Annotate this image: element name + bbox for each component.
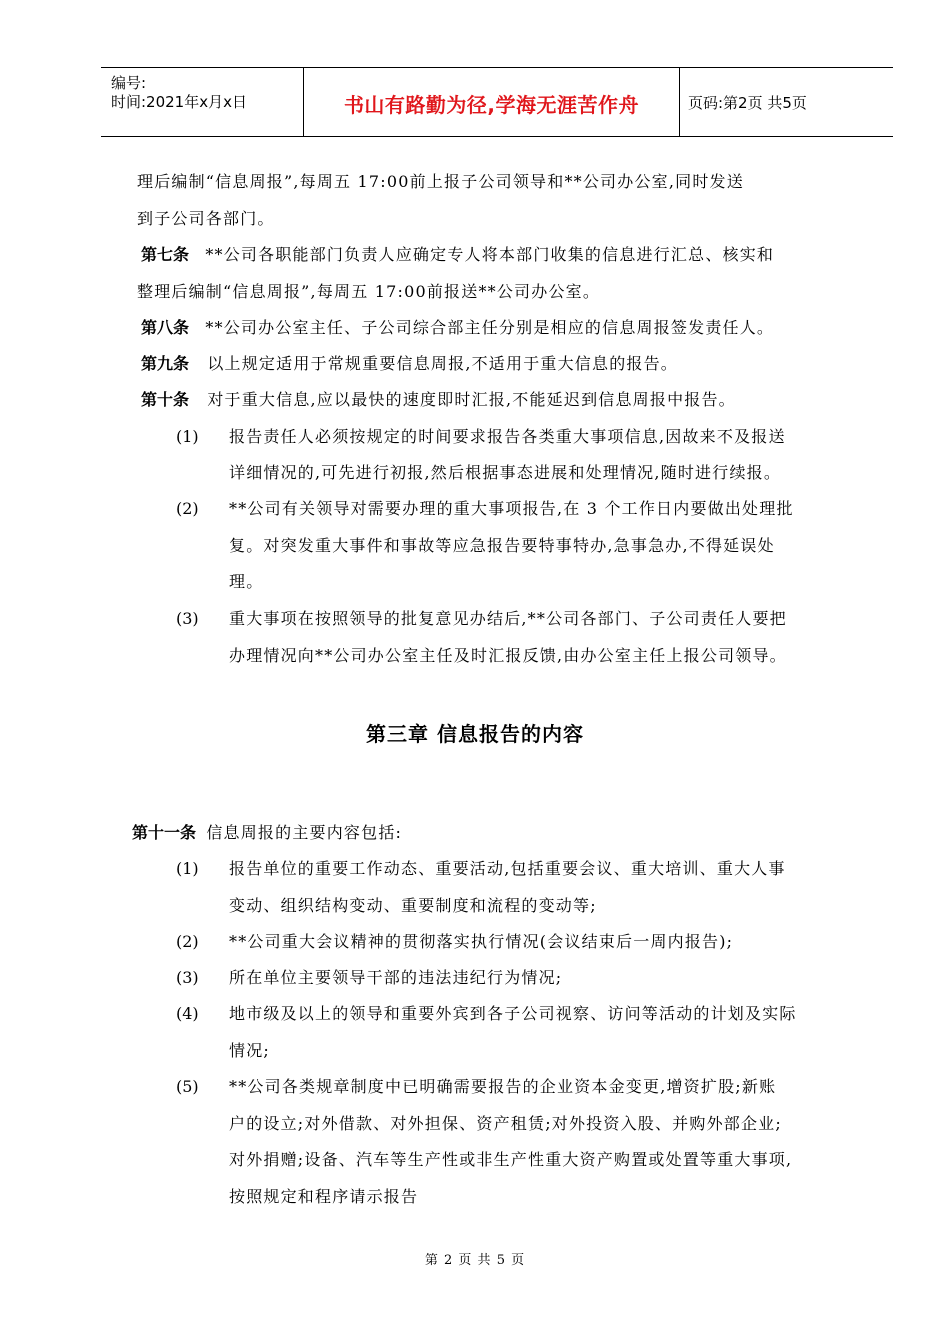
paragraph-line: 整理后编制“信息周报”,每周五 17:00前报送**公司办公室。 [137,282,601,301]
article-10 [141,389,736,411]
article-7 [141,244,774,266]
paragraph-line: 到子公司各部门。 [137,209,275,228]
list-item-number: (2) [176,932,199,951]
header-motto-cell [304,68,680,136]
article-text: 对于重大信息,应以最快的速度即时汇报,不能延迟到信息周报中报告。 [207,390,736,409]
article-title: 第十一条 [132,823,197,842]
page-header [101,67,893,137]
list-item-line: 情况; [229,1041,270,1060]
list-item-number: (5) [176,1077,199,1096]
header-meta-cell [101,68,304,136]
list-item-line: 详细情况的,可先进行初报,然后根据事态进展和处理情况,随时进行续报。 [229,463,782,482]
list-item-line: **公司有关领导对需要办理的重大事项报告,在 3 个工作日内要做出处理批 [229,499,794,518]
list-item-line: 变动、组织结构变动、重要制度和流程的变动等; [229,896,597,915]
list-item-line: 按照规定和程序请示报告 [229,1187,419,1206]
list-item-line: 报告责任人必须按规定的时间要求报告各类重大事项信息,因故来不及报送 [229,427,786,446]
document-code-label: 编号: [111,74,147,92]
list-item-line: 办理情况向**公司办公室主任及时汇报反馈,由办公室主任上报公司领导。 [229,646,787,665]
list-item-number: (3) [176,609,199,628]
list-item-line: **公司重大会议精神的贯彻落实执行情况(会议结束后一周内报告); [229,932,734,951]
article-text: 以上规定适用于常规重要信息周报,不适用于重大信息的报告。 [207,354,678,373]
article-8 [141,317,774,339]
list-item-line: 对外捐赠;设备、汽车等生产性或非生产性重大资产购置或处置等重大事项, [229,1150,793,1169]
list-item-line: 所在单位主要领导干部的违法违纪行为情况; [229,968,563,987]
header-page-cell [680,68,893,136]
list-item-line: 报告单位的重要工作动态、重要活动,包括重要会议、重大培训、重大人事 [229,859,786,878]
list-item-number: (2) [176,499,199,518]
article-text: **公司各职能部门负责人应确定专人将本部门收集的信息进行汇总、核实和 [205,245,775,264]
document-time-label: 时间:2021年x月x日 [111,93,247,111]
header-motto: 书山有路勤为径,学海无涯苦作舟 [343,93,640,117]
list-item-line: **公司各类规章制度中已明确需要报告的企业资本金变更,增资扩股;新账 [229,1077,777,1096]
article-title: 第七条 [141,245,190,264]
list-item-number: (4) [176,1004,199,1023]
header-page-number: 页码:第2页 共5页 [688,94,807,112]
page-footer: 第 2 页 共 5 页 [424,1253,526,1268]
article-text: 信息周报的主要内容包括: [206,823,403,842]
chapter-heading: 第三章 信息报告的内容 [366,722,584,746]
list-item-number: (1) [176,427,199,446]
article-9 [141,353,678,375]
article-title: 第十条 [141,390,190,409]
list-item-line: 重大事项在按照领导的批复意见办结后,**公司各部门、子公司责任人要把 [229,609,787,628]
list-item-line: 地市级及以上的领导和重要外宾到各子公司视察、访问等活动的计划及实际 [229,1004,797,1023]
list-item-line: 理。 [229,572,264,591]
article-text: **公司办公室主任、子公司综合部主任分别是相应的信息周报签发责任人。 [205,318,775,337]
list-item-number: (1) [176,859,199,878]
article-title: 第八条 [141,318,190,337]
list-item-line: 复。对突发重大事件和事故等应急报告要特事特办,急事急办,不得延误处 [229,536,775,555]
article-title: 第九条 [141,354,190,373]
list-item-line: 户的设立;对外借款、对外担保、资产租赁;对外投资入股、并购外部企业; [229,1114,782,1133]
list-item-number: (3) [176,968,199,987]
paragraph-line: 理后编制“信息周报”,每周五 17:00前上报子公司领导和**公司办公室,同时发送 [137,172,744,191]
article-11 [132,822,402,844]
